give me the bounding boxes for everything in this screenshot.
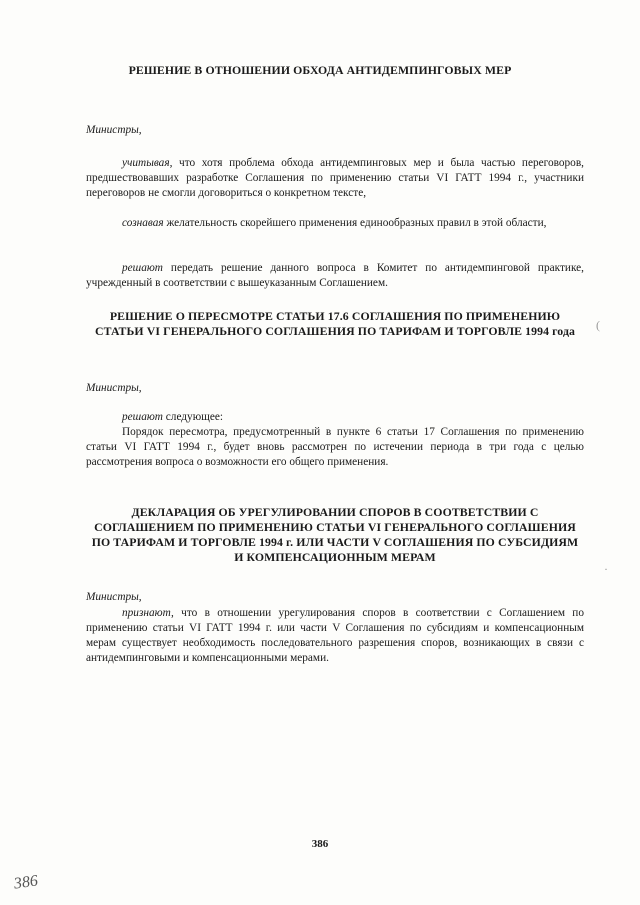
paragraph-lead: признают, xyxy=(122,607,174,619)
section-1-paragraph-1 xyxy=(86,156,584,201)
paragraph-text: желательность скорейшего применения единообразных правил в этой области, xyxy=(163,217,547,229)
section-3-title: ДЕКЛАРАЦИЯ ОБ УРЕГУЛИРОВАНИИ СПОРОВ В СООТВЕТСТВИИ С СОГЛАШЕНИЕМ ПО ПРИМЕНЕНИЮ СТАТЬИ VI ГЕНЕРАЛЬНОГО СОГЛАШЕНИЯ ПО ТАРИФАМ И ТОРГОВЛЕ 1994 г. ИЛИ ЧАСТИ V СОГЛАШЕНИЯ ПО СУБСИДИЯМ И КОМПЕНСАЦИОННЫМ МЕРАМ xyxy=(91,505,579,564)
paragraph-text: Порядок пересмотра, предусмотренный в пункте 6 статьи 17 Соглашения по применению статьи VI ГАТТ 1994 г., будет вновь рассмотрен по истечении периода в три года с целью рассмотрения вопроса о возможности его общего применения. xyxy=(86,426,584,468)
section-2-paragraph-1 xyxy=(86,410,584,425)
handwritten-page-number: 386 xyxy=(12,872,39,893)
section-3-ministers: Министры, xyxy=(86,591,142,603)
section-1-title: РЕШЕНИЕ В ОТНОШЕНИИ ОБХОДА АНТИДЕМПИНГОВЫХ МЕР xyxy=(128,63,512,77)
scan-speck: ( xyxy=(596,318,600,332)
paragraph-text: передать решение данного вопроса в Комитет по антидемпинговой практике, учрежденный в соответствии с вышеуказанным Соглашением. xyxy=(86,262,584,289)
paragraph-lead: решают xyxy=(122,262,163,274)
page-number: 386 xyxy=(311,838,329,850)
paragraph-lead: сознавая xyxy=(122,217,164,229)
paragraph-text: что в отношении урегулирования споров в соответствии с Соглашением по применению статьи VI ГАТТ 1994 г. или части V Соглашения по субсидиям и компенсационным мерам существует необходимость последовательного разрешения споров, возникающих в связи с антидемпинговыми и компенсационными мерами. xyxy=(86,607,584,664)
section-2-title: РЕШЕНИЕ О ПЕРЕСМОТРЕ СТАТЬИ 17.6 СОГЛАШЕНИЯ ПО ПРИМЕНЕНИЮ СТАТЬИ VI ГЕНЕРАЛЬНОГО СОГЛАШЕНИЯ ПО ТАРИФАМ И ТОРГОВЛЕ 1994 года xyxy=(94,309,576,338)
section-2-ministers: Министры, xyxy=(86,382,142,394)
paragraph-lead: решают xyxy=(122,411,163,423)
section-1-paragraph-2 xyxy=(86,216,584,231)
section-3-paragraph-1 xyxy=(86,606,584,666)
section-1-paragraph-3 xyxy=(86,261,584,291)
paragraph-text: что хотя проблема обхода антидемпинговых мер и была частью переговоров, предшествовавших разработке Соглашения по применению статьи VI ГАТТ 1994 г., участники переговоров не смогли договориться о конкретном тексте, xyxy=(86,157,584,199)
paragraph-text: следующее: xyxy=(162,411,224,423)
section-1-ministers: Министры, xyxy=(86,124,142,136)
scan-speck: · xyxy=(604,562,608,576)
paragraph-lead: учитывая, xyxy=(122,157,173,169)
section-2-paragraph-2 xyxy=(86,425,584,470)
